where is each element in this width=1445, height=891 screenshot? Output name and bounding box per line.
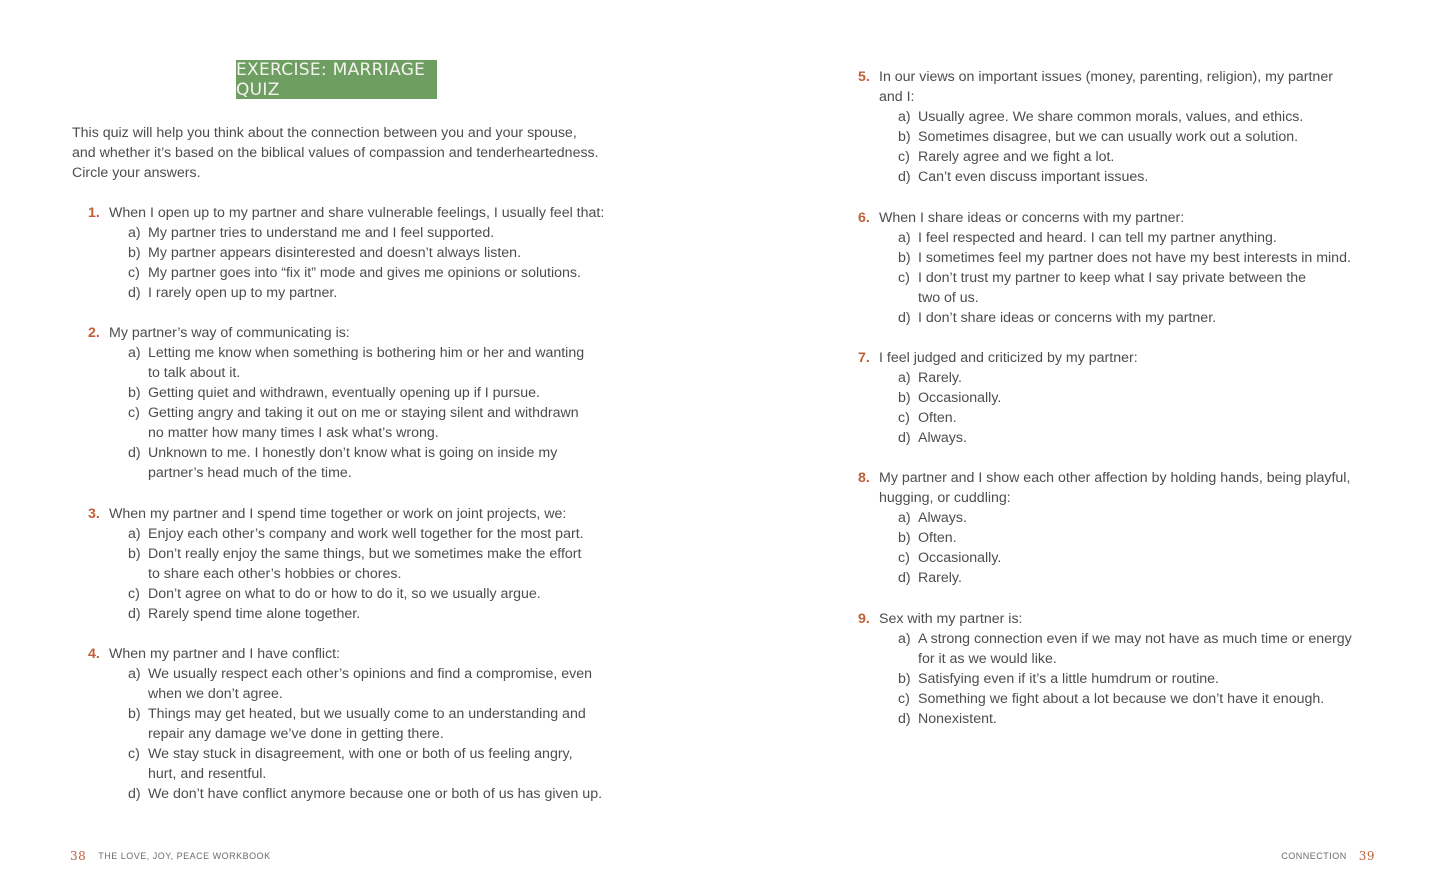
- option-letter: d): [128, 445, 141, 461]
- option-text-line: Getting angry and taking it out on me or staying silent and withdrawn: [148, 405, 579, 421]
- question-number: 2.: [88, 325, 100, 341]
- question-stem: [858, 348, 1378, 368]
- question-text: [879, 348, 1378, 368]
- option-letter: d): [898, 570, 911, 586]
- option-text-line: Often.: [918, 530, 957, 546]
- option-letter: b): [898, 390, 911, 406]
- option-text-line: Rarely.: [918, 570, 962, 586]
- option-text: [148, 544, 618, 584]
- option-text: [918, 669, 1378, 689]
- question-text-line: When I share ideas or concerns with my partner:: [879, 210, 1185, 226]
- question-stem: [858, 67, 1378, 107]
- option-letter: a): [128, 526, 141, 542]
- quiz-question: [88, 203, 618, 303]
- option-text: [918, 689, 1378, 709]
- chapter-title: CONNECTION: [1281, 851, 1347, 861]
- option-letter: a): [128, 225, 141, 241]
- option-text: [918, 709, 1378, 729]
- question-stem: [858, 468, 1378, 508]
- answer-option[interactable]: [898, 689, 1378, 709]
- answer-option[interactable]: [898, 408, 1378, 428]
- option-text: [148, 443, 618, 483]
- option-text-line: I don’t share ideas or concerns with my partner.: [918, 310, 1217, 326]
- answer-option[interactable]: [128, 784, 618, 804]
- question-stem: [88, 323, 618, 343]
- option-text-line: Rarely spend time alone together.: [148, 606, 361, 622]
- option-letter: a): [898, 370, 911, 386]
- answer-option[interactable]: [898, 548, 1378, 568]
- question-text: [879, 208, 1378, 228]
- option-text-line: Rarely agree and we fight a lot.: [918, 149, 1115, 165]
- option-letter: c): [128, 746, 140, 762]
- option-text: [918, 248, 1378, 268]
- quiz-question: [858, 67, 1378, 187]
- intro-paragraph: [72, 123, 612, 183]
- option-text-line: Letting me know when something is bothering him or her and wanting: [148, 345, 585, 361]
- option-text: [148, 744, 618, 784]
- book-title: THE LOVE, JOY, PEACE WORKBOOK: [98, 851, 271, 861]
- answer-option[interactable]: [898, 508, 1378, 528]
- answer-option[interactable]: [128, 343, 618, 383]
- left-footer: [70, 849, 271, 863]
- quiz-question: [88, 323, 618, 483]
- answer-option[interactable]: [128, 383, 618, 403]
- option-text: [918, 428, 1378, 448]
- option-letter: d): [898, 310, 911, 326]
- answer-option[interactable]: [898, 248, 1378, 268]
- question-number: 3.: [88, 506, 100, 522]
- option-text: [918, 528, 1378, 548]
- option-text: [148, 704, 618, 744]
- page-number: 39: [1358, 849, 1375, 863]
- option-text-line: Satisfying even if it’s a little humdrum or routine.: [918, 671, 1219, 687]
- option-letter: c): [128, 586, 140, 602]
- answer-option[interactable]: [128, 283, 618, 303]
- question-text: [879, 67, 1378, 107]
- option-letter: d): [128, 786, 141, 802]
- option-text: [148, 223, 618, 243]
- answer-option[interactable]: [128, 243, 618, 263]
- option-letter: c): [898, 410, 910, 426]
- answer-option[interactable]: [128, 664, 618, 704]
- option-text: [918, 308, 1378, 328]
- option-text: [148, 263, 618, 283]
- answer-option[interactable]: [128, 524, 618, 544]
- question-stem: [88, 203, 618, 223]
- option-text-line: when we don’t agree.: [148, 686, 283, 702]
- question-text-line: Sex with my partner is:: [879, 611, 1023, 627]
- option-text-line: Nonexistent.: [918, 711, 997, 727]
- option-text: [918, 147, 1378, 167]
- answer-option[interactable]: [898, 388, 1378, 408]
- answer-option[interactable]: [898, 107, 1378, 127]
- option-letter: b): [128, 245, 141, 261]
- answer-option[interactable]: [128, 223, 618, 243]
- answer-option[interactable]: [128, 544, 618, 584]
- right-footer: [1281, 849, 1375, 863]
- option-letter: b): [128, 546, 141, 562]
- answer-option[interactable]: [128, 704, 618, 744]
- option-text-line: Usually agree. We share common morals, values, and ethics.: [918, 109, 1304, 125]
- option-text: [148, 343, 618, 383]
- option-text-line: two of us.: [918, 290, 979, 306]
- intro-line: This quiz will help you think about the connection between you and your spouse,: [72, 125, 577, 141]
- question-number: 7.: [858, 350, 870, 366]
- answer-option[interactable]: [898, 308, 1378, 328]
- question-text-line: In our views on important issues (money, parenting, religion), my partner: [879, 69, 1333, 85]
- quiz-question: [858, 208, 1378, 328]
- option-letter: b): [128, 706, 141, 722]
- option-letter: c): [128, 405, 140, 421]
- option-text-line: Things may get heated, but we usually come to an understanding and: [148, 706, 586, 722]
- option-letter: a): [128, 345, 141, 361]
- option-text-line: Enjoy each other’s company and work well together for the most part.: [148, 526, 584, 542]
- question-stem: [858, 208, 1378, 228]
- option-text-line: Occasionally.: [918, 390, 1002, 406]
- answer-option[interactable]: [898, 428, 1378, 448]
- question-text-line: and I:: [879, 89, 915, 105]
- option-text-line: I feel respected and heard. I can tell my partner anything.: [918, 230, 1277, 246]
- option-text-line: We stay stuck in disagreement, with one or both of us feeling angry,: [148, 746, 573, 762]
- option-letter: b): [898, 671, 911, 687]
- answer-option[interactable]: [128, 403, 618, 443]
- option-text-line: My partner appears disinterested and doesn’t always listen.: [148, 245, 522, 261]
- option-text-line: Something we fight about a lot because we don’t have it enough.: [918, 691, 1325, 707]
- option-text: [918, 107, 1378, 127]
- option-text: [918, 388, 1378, 408]
- option-text-line: Occasionally.: [918, 550, 1002, 566]
- quiz-question: [858, 348, 1378, 448]
- option-text-line: Sometimes disagree, but we can usually work out a solution.: [918, 129, 1299, 145]
- option-text: [148, 604, 618, 624]
- option-text-line: I rarely open up to my partner.: [148, 285, 338, 301]
- quiz-question: [88, 504, 618, 624]
- option-text: [148, 784, 618, 804]
- option-letter: a): [898, 109, 911, 125]
- option-text-line: hurt, and resentful.: [148, 766, 267, 782]
- question-stem: [858, 609, 1378, 629]
- answer-option[interactable]: [898, 528, 1378, 548]
- option-text: [148, 243, 618, 263]
- answer-option[interactable]: [898, 629, 1378, 669]
- option-letter: b): [898, 129, 911, 145]
- option-text: [918, 268, 1378, 308]
- option-text-line: A strong connection even if we may not have as much time or energy: [918, 631, 1352, 647]
- option-text: [148, 283, 618, 303]
- option-text: [918, 368, 1378, 388]
- option-text-line: Don’t agree on what to do or how to do it, so we usually argue.: [148, 586, 541, 602]
- quiz-question: [88, 644, 618, 804]
- question-stem: [88, 504, 618, 524]
- option-text-line: Always.: [918, 430, 967, 446]
- question-text-line: hugging, or cuddling:: [879, 490, 1011, 506]
- option-letter: b): [898, 530, 911, 546]
- answer-option[interactable]: [898, 568, 1378, 588]
- option-text-line: Getting quiet and withdrawn, eventually opening up if I pursue.: [148, 385, 540, 401]
- intro-line: Circle your answers.: [72, 165, 201, 181]
- option-text-line: no matter how many times I ask what’s wrong.: [148, 425, 439, 441]
- option-text-line: Always.: [918, 510, 967, 526]
- option-letter: a): [898, 631, 911, 647]
- answer-option[interactable]: [898, 147, 1378, 167]
- intro-line: and whether it’s based on the biblical values of compassion and tenderheartedness.: [72, 145, 599, 161]
- option-text-line: to share each other’s hobbies or chores.: [148, 566, 402, 582]
- answer-option[interactable]: [898, 228, 1378, 248]
- question-number: 8.: [858, 470, 870, 486]
- option-text: [148, 584, 618, 604]
- option-text-line: Rarely.: [918, 370, 962, 386]
- question-stem: [88, 644, 618, 664]
- answer-option[interactable]: [128, 584, 618, 604]
- answer-option[interactable]: [128, 443, 618, 483]
- option-text-line: Don’t really enjoy the same things, but we sometimes make the effort: [148, 546, 582, 562]
- option-text: [918, 127, 1378, 147]
- question-text-line: I feel judged and criticized by my partner:: [879, 350, 1138, 366]
- option-text-line: partner’s head much of the time.: [148, 465, 352, 481]
- option-letter: c): [898, 270, 910, 286]
- option-text: [918, 508, 1378, 528]
- option-text: [918, 568, 1378, 588]
- option-text-line: I sometimes feel my partner does not have my best interests in mind.: [918, 250, 1351, 266]
- quiz-question: [858, 468, 1378, 588]
- question-text: [109, 504, 618, 524]
- option-text-line: repair any damage we’ve done in getting there.: [148, 726, 444, 742]
- option-text: [148, 664, 618, 704]
- option-text-line: Unknown to me. I honestly don’t know what is going on inside my: [148, 445, 558, 461]
- option-letter: d): [898, 169, 911, 185]
- option-letter: c): [128, 265, 140, 281]
- answer-option[interactable]: [898, 709, 1378, 729]
- option-text-line: We don’t have conflict anymore because one or both of us has given up.: [148, 786, 603, 802]
- question-number: 4.: [88, 646, 100, 662]
- question-text-line: My partner’s way of communicating is:: [109, 325, 350, 341]
- question-number: 6.: [858, 210, 870, 226]
- question-text: [879, 609, 1378, 629]
- option-text: [918, 167, 1378, 187]
- option-text: [918, 548, 1378, 568]
- option-text: [918, 629, 1378, 669]
- question-number: 9.: [858, 611, 870, 627]
- option-text-line: Often.: [918, 410, 957, 426]
- question-text: [879, 468, 1378, 508]
- option-letter: b): [898, 250, 911, 266]
- option-letter: d): [128, 285, 141, 301]
- option-text-line: We usually respect each other’s opinions and find a compromise, even: [148, 666, 593, 682]
- option-text: [918, 228, 1378, 248]
- question-number: 5.: [858, 69, 870, 85]
- option-text-line: My partner tries to understand me and I feel supported.: [148, 225, 495, 241]
- option-letter: a): [898, 230, 911, 246]
- page-number: 38: [70, 849, 87, 863]
- option-letter: a): [898, 510, 911, 526]
- option-text-line: I don’t trust my partner to keep what I say private between the: [918, 270, 1306, 286]
- option-letter: d): [898, 430, 911, 446]
- quiz-question: [858, 609, 1378, 729]
- option-text-line: for it as we would like.: [918, 651, 1057, 667]
- question-number: 1.: [88, 205, 100, 221]
- question-text: [109, 323, 618, 343]
- question-text-line: When my partner and I spend time together or work on joint projects, we:: [109, 506, 567, 522]
- answer-option[interactable]: [898, 167, 1378, 187]
- question-text-line: When my partner and I have conflict:: [109, 646, 341, 662]
- answer-option[interactable]: [898, 268, 1378, 308]
- option-text: [918, 408, 1378, 428]
- option-letter: c): [898, 149, 910, 165]
- option-text: [148, 383, 618, 403]
- question-text: [109, 644, 618, 664]
- option-letter: c): [898, 691, 910, 707]
- answer-option[interactable]: [898, 127, 1378, 147]
- option-letter: b): [128, 385, 141, 401]
- answer-option[interactable]: [128, 604, 618, 624]
- question-text-line: My partner and I show each other affection by holding hands, being playful,: [879, 470, 1351, 486]
- option-letter: a): [128, 666, 141, 682]
- option-letter: d): [898, 711, 911, 727]
- option-letter: c): [898, 550, 910, 566]
- option-text-line: My partner goes into “fix it” mode and gives me opinions or solutions.: [148, 265, 581, 281]
- option-text-line: to talk about it.: [148, 365, 241, 381]
- question-text: [109, 203, 618, 223]
- exercise-title-banner: EXERCISE: MARRIAGE QUIZ: [236, 60, 437, 99]
- answer-option[interactable]: [898, 368, 1378, 388]
- option-text: [148, 403, 618, 443]
- option-text-line: Can’t even discuss important issues.: [918, 169, 1149, 185]
- answer-option[interactable]: [898, 669, 1378, 689]
- option-text: [148, 524, 618, 544]
- option-letter: d): [128, 606, 141, 622]
- answer-option[interactable]: [128, 744, 618, 784]
- question-text-line: When I open up to my partner and share vulnerable feelings, I usually feel that:: [109, 205, 605, 221]
- answer-option[interactable]: [128, 263, 618, 283]
